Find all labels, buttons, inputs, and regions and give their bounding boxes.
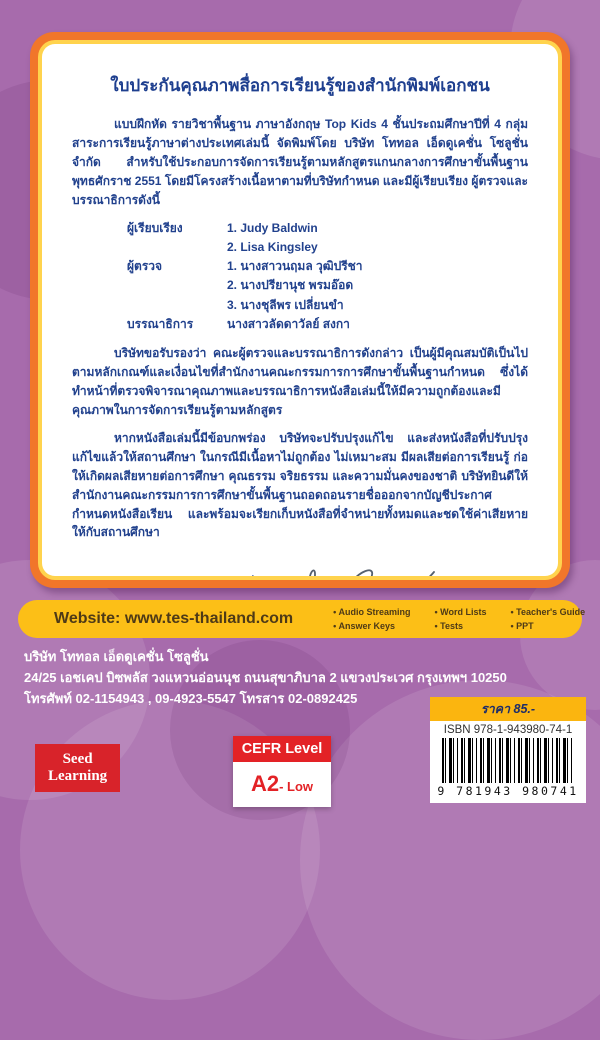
feature-column xyxy=(333,607,410,631)
publisher-street-address: 24/25 เอชเคป บิซพลัส วงแหวนอ่อนนุช ถนนสุขาภิบาล 2 แขวงประเวศ กรุงเทพฯ 10250 xyxy=(24,670,507,685)
quality-certificate-card xyxy=(30,32,570,588)
isbn-number: ISBN 978-1-943980-74-1 xyxy=(443,724,573,736)
credit-label: บรรณาธิการ xyxy=(127,316,194,331)
barcode-digits: 9 781943 980741 xyxy=(437,784,579,798)
website-bar xyxy=(18,600,586,638)
feature-item: • Tests xyxy=(435,621,487,631)
publisher-phone: โทรศัพท์ 02-1154943 , 09-4923-5547 โทรสาร 02-0892425 xyxy=(24,691,358,706)
cefr-level-suffix: - Low xyxy=(279,779,314,794)
credit-label: ผู้เรียบเรียง xyxy=(127,220,183,235)
cefr-level-badge xyxy=(233,736,331,807)
credit-name: 3. นางชุลีพร เปลี่ยนขำ xyxy=(227,297,344,312)
credit-name: 2. Lisa Kingsley xyxy=(227,239,318,254)
credit-row-editor xyxy=(127,315,528,334)
feature-item: • Word Lists xyxy=(435,607,487,617)
card-content xyxy=(42,44,558,576)
credit-name: 1. นางสาวนฤมล วุฒิปรีชา xyxy=(227,259,363,274)
seed-logo-line1: Seed xyxy=(62,751,93,767)
credit-name: 1. Judy Baldwin xyxy=(227,220,318,235)
credit-names xyxy=(227,315,350,334)
feature-item: • Answer Keys xyxy=(333,621,410,631)
website-url[interactable]: Website: www.tes-thailand.com xyxy=(54,610,294,627)
signature-line xyxy=(172,560,502,576)
feature-item: • PPT xyxy=(511,621,586,631)
credit-name: นางสาวลัดดาวัลย์ สงกา xyxy=(227,316,350,331)
cefr-level-value: A2 xyxy=(250,771,280,796)
card-inner-border xyxy=(38,40,562,580)
credit-name: 2. นางปรียานุช พรมอ๊อด xyxy=(227,278,354,293)
feature-column xyxy=(435,607,487,631)
certificate-paragraph-3: หากหนังสือเล่มนี้มีข้อบกพร่อง บริษัทจะปรับปรุงแก้ไข และส่งหนังสือที่ปรับปรุงแก้ไขแล้วให้สถานศึกษา ในกรณีมีเนื้อหาไม่ถูกต้อง ไม่เหมาะสม มีผลเสียต่อการเรียนรู้ ก่อให้เกิดผลเสียหายต่อการศึกษา คุณธรรม จริยธรรม และความมั่นคงของชาติ บริษัทยินดีให้สำนักงานคณะกรรมการการศึกษาขั้นพื้นฐานถอดถอนรายชื่อออกจากบัญชีประกาศกำหนดหนังสือเรียน และพร้อมจะเรียกเก็บหนังสือที่จำหน่ายทั้งหมดและชดใช้ค่าเสียหายให้กับสถานศึกษา xyxy=(72,430,528,540)
cefr-badge-header: CEFR Level xyxy=(233,736,331,762)
handwritten-signature xyxy=(270,560,440,576)
price-tag: ราคา 85.- xyxy=(430,697,586,721)
feature-list xyxy=(333,607,600,631)
signature-block xyxy=(172,560,502,576)
credit-row-compilers xyxy=(127,219,528,257)
certificate-paragraph-2: บริษัทขอรับรองว่า คณะผู้ตรวจและบรรณาธิการดังกล่าว เป็นผู้มีคุณสมบัติเป็นไปตามหลักเกณฑ์และเงื่อนไขที่สำนักงานคณะกรรมการการศึกษาขั้นพื้นฐานกำหนด ซึ่งได้ทำหน้าที่ตรวจพิจารณาคุณภาพและบรรณาธิการหนังสือเล่มนี้ให้มีความถูกต้องและมีคุณภาพในการจัดการเรียนรู้ตามหลักสูตร xyxy=(72,345,528,417)
feature-item: • Teacher's Guide xyxy=(511,607,586,617)
seed-learning-logo xyxy=(35,744,120,792)
barcode-block xyxy=(430,697,586,803)
signature-label xyxy=(234,575,263,576)
credits-list xyxy=(127,219,528,334)
credit-row-reviewers xyxy=(127,257,528,315)
certificate-title: ใบประกันคุณภาพสื่อการเรียนรู้ของสำนักพิมพ์เอกชน xyxy=(110,76,490,95)
cefr-badge-body xyxy=(233,762,331,807)
credit-label: ผู้ตรวจ xyxy=(127,259,163,274)
certificate-paragraph-1: แบบฝึกหัด รายวิชาพื้นฐาน ภาษาอังกฤษ Top Kids 4 ชั้นประถมศึกษาปีที่ 4 กลุ่มสาระการเรียนรู้ภาษาต่างประเทศเล่มนี้ จัดพิมพ์โดย บริษัท โททอล เอ็ดดูเคชั่น โซลูชั่น จำกัด สำหรับใช้ประกอบการจัดการเรียนรู้ตามหลักสูตรแกนกลางการศึกษาขั้นพื้นฐาน พุทธศักราช 2551 โดยมีโครงสร้างเนื้อหาตามที่บริษัทกำหนด และมีผู้เรียบเรียง ผู้ตรวจและบรรณาธิการดังนี้ xyxy=(72,117,528,207)
publisher-name: บริษัท โททอล เอ็ดดูเคชั่น โซลูชั่น xyxy=(24,649,209,664)
credit-names xyxy=(227,257,363,315)
feature-column xyxy=(511,607,586,631)
credit-names xyxy=(227,219,318,257)
seed-logo-line2: Learning xyxy=(48,767,108,784)
feature-item: • Audio Streaming xyxy=(333,607,410,617)
barcode-stripes xyxy=(442,738,574,783)
